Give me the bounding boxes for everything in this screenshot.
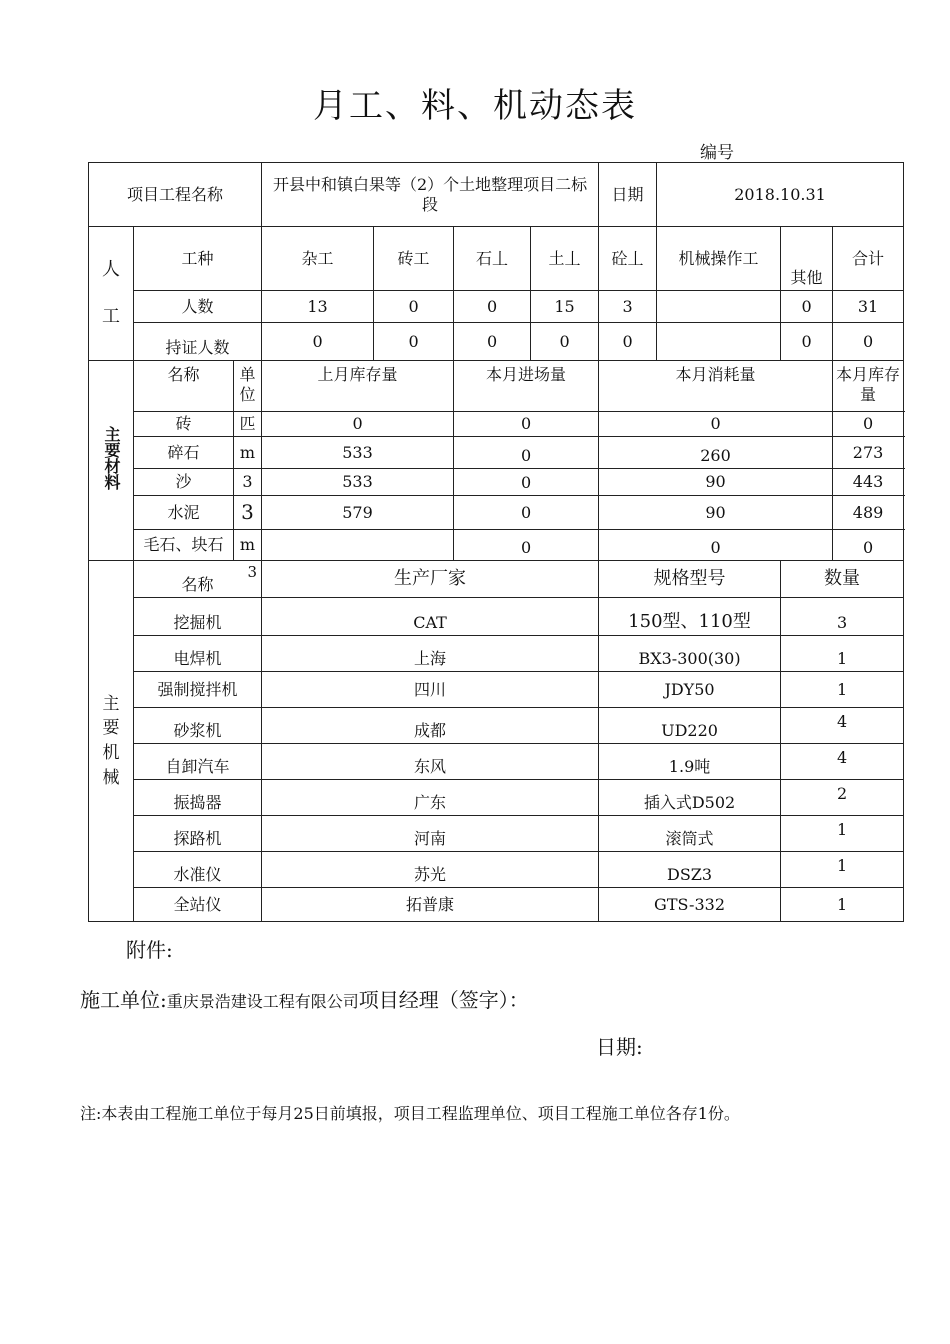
machine-row [89,708,904,744]
material-unit: m [234,437,262,469]
machine-maker: 拓普康 [262,888,599,922]
labor-col: 机械操作工 [657,227,781,291]
machine-name: 电焊机 [134,636,262,672]
machine-row [89,744,904,780]
mach-col-qty: 数量 [781,561,904,598]
labor-col: 砖工 [374,227,454,291]
material-incoming: 0 [454,437,599,469]
labor-col: 石丄 [454,227,531,291]
labor-cell: 0 [374,291,454,323]
labor-cell: 13 [262,291,374,323]
machinery-section-label: 主 要 机 械 [89,561,134,922]
labor-cell: 15 [531,291,599,323]
material-unit: 匹 [234,412,262,437]
material-name: 毛石、块石 [134,530,234,561]
labor-col: 杂工 [262,227,374,291]
machine-model: GTS-332 [599,888,781,922]
material-consumed: 90 [599,469,833,496]
labor-cell: 0 [599,323,657,361]
material-incoming: 0 [454,412,599,437]
material-unit: 3 [234,469,262,496]
labor-row-label: 持证人数 [134,323,262,361]
machine-name: 自卸汽车 [134,744,262,780]
material-prev: 0 [262,412,454,437]
construction-unit-line [80,984,529,1013]
machine-maker: 河南 [262,816,599,852]
machine-name: 水准仪 [134,852,262,888]
material-row [89,496,904,530]
date-label: 日期 [599,163,657,227]
material-unit: m [234,530,262,561]
machinery-header-row [89,561,904,598]
machine-name: 砂浆机 [134,708,262,744]
sign-date-label: 日期: [596,1035,643,1059]
project-label: 项目工程名称 [89,163,262,227]
material-row [89,469,904,496]
labor-col-type: 工种 [134,227,262,291]
machine-row [89,888,904,922]
labor-cell: 0 [454,291,531,323]
mat-col-prev: 上月库存量 [262,361,454,412]
machine-name: 强制搅拌机 [134,672,262,708]
labor-col: 土丄 [531,227,599,291]
machine-model: UD220 [599,708,781,744]
labor-cell: 0 [833,323,904,361]
dynamic-table [88,162,904,922]
labor-row-label: 人数 [134,291,262,323]
materials-section-label: 主要材料 [89,361,134,561]
mat-col-stock: 本月库存量 [833,361,904,412]
material-row [89,412,904,437]
labor-cell [657,323,781,361]
labor-header-row [89,227,904,291]
mat-col-name: 名称 [134,361,234,412]
machine-row [89,852,904,888]
machine-row [89,816,904,852]
project-name: 开县中和镇白果等（2）个土地整理项目二标段 [262,163,599,227]
page-title: 月工、料、机动态表 [313,86,637,126]
machine-maker: CAT [262,598,599,636]
labor-row [89,291,904,323]
machine-maker: 上海 [262,636,599,672]
material-stock: 0 [833,412,904,437]
mat-col-incoming: 本月进场量 [454,361,599,412]
machine-qty: 1 [781,672,904,708]
attachment-label: 附件: [126,938,173,962]
material-unit: 3 [234,496,262,530]
machine-model: BX3-300(30) [599,636,781,672]
labor-cell [657,291,781,323]
material-row [89,437,904,469]
machine-maker: 广东 [262,780,599,816]
material-stock: 0 [833,530,904,561]
labor-cell: 3 [599,291,657,323]
footer-note: 注:本表由工程施工单位于每月25日前填报，项目工程监理单位、项目工程施工单位各存1份。 [80,1104,740,1123]
machine-maker: 苏光 [262,852,599,888]
machine-maker: 东风 [262,744,599,780]
labor-col: 砼丄 [599,227,657,291]
labor-cell: 0 [781,323,833,361]
machine-qty: 1 [781,636,904,672]
machine-qty: 1 [781,852,904,888]
materials-header-row [89,361,904,412]
mat-col-unit: 单位 [234,361,262,412]
machine-qty: 3 [781,598,904,636]
machine-qty: 4 [781,744,904,780]
material-name: 沙 [134,469,234,496]
machine-model: 150型、110型 [599,598,781,636]
machine-name: 挖掘机 [134,598,262,636]
mach-unit-suffix: 3 [247,563,258,581]
machine-name: 振捣器 [134,780,262,816]
material-name: 砖 [134,412,234,437]
material-incoming: 0 [454,530,599,561]
labor-cell: 0 [781,291,833,323]
code-label: 编号 [700,143,734,163]
labor-cell: 0 [262,323,374,361]
project-row [89,163,904,227]
machine-qty: 1 [781,816,904,852]
machine-row [89,598,904,636]
machine-model: JDY50 [599,672,781,708]
material-prev [262,530,454,561]
machine-model: 插入式D502 [599,780,781,816]
mach-col-model: 规格型号 [599,561,781,598]
machine-row [89,672,904,708]
material-incoming: 0 [454,496,599,530]
material-name: 水泥 [134,496,234,530]
material-consumed: 260 [599,437,833,469]
material-stock: 443 [833,469,904,496]
material-prev: 533 [262,437,454,469]
material-prev: 579 [262,496,454,530]
labor-row [89,323,904,361]
machine-model: 滚筒式 [599,816,781,852]
machine-maker: 四川 [262,672,599,708]
material-consumed: 0 [599,530,833,561]
labor-cell: 0 [531,323,599,361]
machine-qty: 4 [781,708,904,744]
mach-col-name: 名称 3 [134,561,262,598]
machine-model: 1.9吨 [599,744,781,780]
manager-signature-label: 项目经理（签字）： [358,988,529,1012]
labor-cell: 0 [374,323,454,361]
labor-cell: 31 [833,291,904,323]
material-name: 碎石 [134,437,234,469]
machine-name: 探路机 [134,816,262,852]
machine-row [89,780,904,816]
labor-col: 其他 [781,227,833,291]
material-consumed: 0 [599,412,833,437]
machine-qty: 2 [781,780,904,816]
machine-name: 全站仪 [134,888,262,922]
date-value: 2018.10.31 [657,163,904,227]
material-consumed: 90 [599,496,833,530]
labor-cell: 0 [454,323,531,361]
material-stock: 489 [833,496,904,530]
labor-section-label: 人 工 [89,227,134,361]
machine-row [89,636,904,672]
company-name: 重庆景浩建设工程有限公司 [166,992,359,1011]
machine-maker: 成都 [262,708,599,744]
unit-label: 施工单位: [80,988,167,1012]
material-prev: 533 [262,469,454,496]
mach-col-maker: 生产厂家 [262,561,599,598]
labor-col: 合计 [833,227,904,291]
machine-model: DSZ3 [599,852,781,888]
material-stock: 273 [833,437,904,469]
machine-qty: 1 [781,888,904,922]
material-incoming: 0 [454,469,599,496]
mat-col-consumed: 本月消耗量 [599,361,833,412]
material-row [89,530,904,561]
